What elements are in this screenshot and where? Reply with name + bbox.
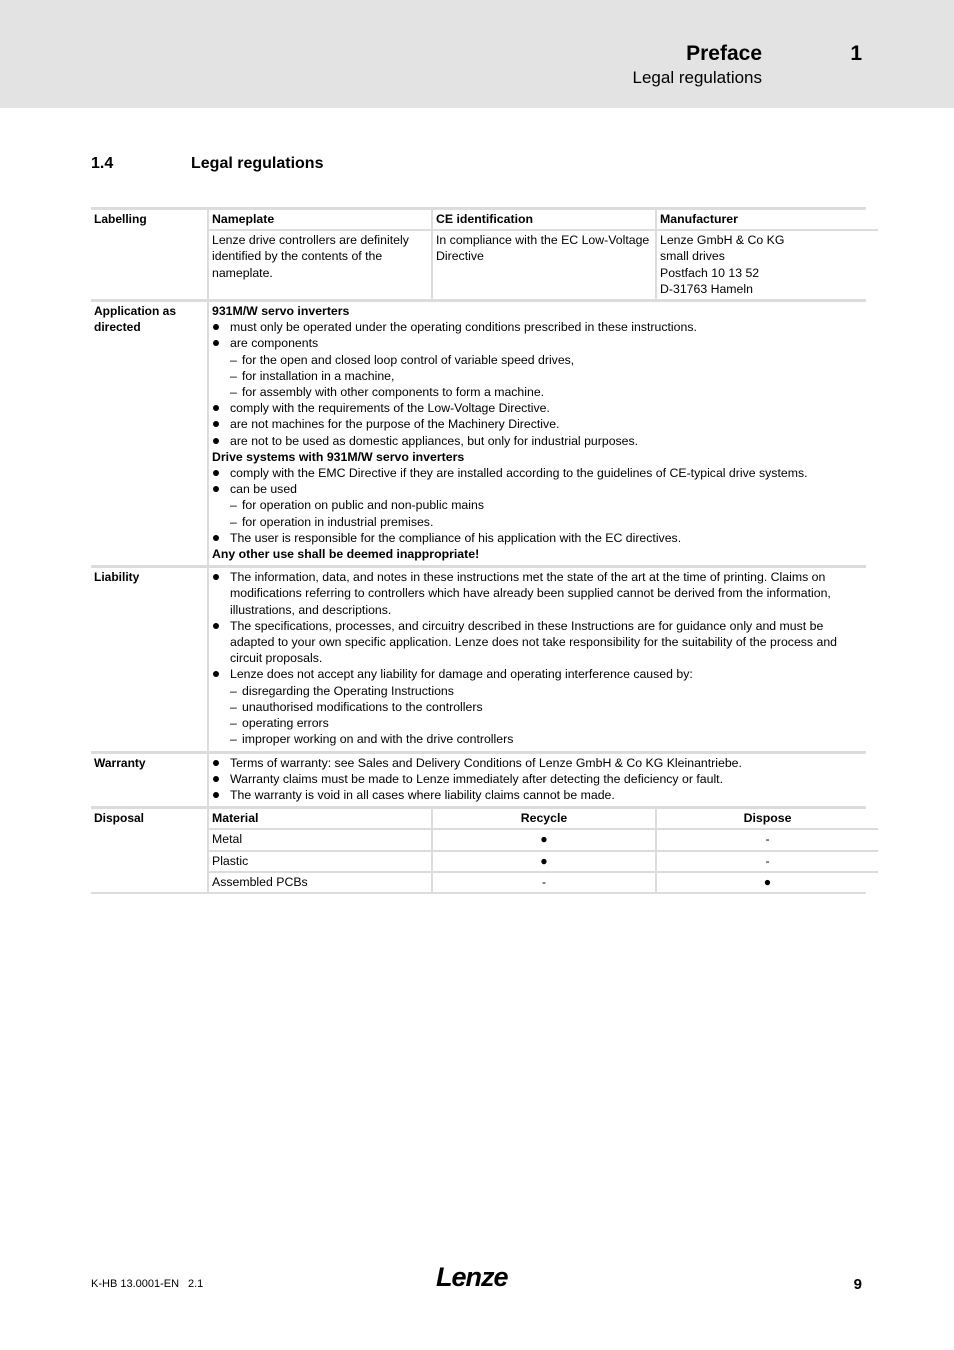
table-row: [209, 828, 878, 849]
lenze-logo: Lenze: [436, 1262, 508, 1292]
list-item: are not machines for the purpose of the Machinery Directive.: [212, 416, 863, 432]
list-item: Terms of warranty: see Sales and Delivery Conditions of Lenze GmbH & Co KG Kleinantriebe.: [212, 755, 863, 771]
list-item: – for the open and closed loop control of variable speed drives,: [212, 352, 863, 368]
material-cell: Plastic: [212, 853, 249, 868]
application-label: Application as directed: [94, 304, 177, 335]
labelling-row: [91, 207, 866, 299]
list-item: – disregarding the Operating Instructions: [212, 683, 863, 699]
dispose-cell: -: [655, 852, 878, 871]
list-item: – for installation in a machine,: [212, 368, 863, 384]
warranty-row: [91, 751, 866, 807]
list-item: Warranty claims must be made to Lenze immediately after detecting the deficiency or fault.: [212, 771, 863, 787]
dispose-header: Dispose: [655, 809, 878, 828]
recycle-cell: ●: [431, 830, 655, 849]
recycle-header: Recycle: [431, 809, 655, 828]
chapter-subtitle: Legal regulations: [632, 68, 762, 87]
closing-note: Any other use shall be deemed inappropriate!: [212, 547, 480, 562]
header-band: [0, 0, 954, 108]
material-cell: Assembled PCBs: [212, 874, 308, 889]
recycle-cell: ●: [431, 852, 655, 871]
nameplate-text: Lenze drive controllers are definitely identified by the contents of the nameplate.: [212, 233, 409, 280]
liability-body: [207, 568, 866, 750]
list-item: – improper working on and with the drive controllers: [212, 731, 863, 747]
chapter-title: Preface: [686, 42, 762, 65]
nameplate-header: Nameplate: [212, 212, 275, 226]
material-header: Material: [212, 811, 259, 826]
table-row: [209, 809, 878, 828]
warranty-label: Warranty: [94, 755, 146, 770]
list-item: – unauthorised modifications to the controllers: [212, 699, 863, 715]
manufacturer-header: Manufacturer: [655, 210, 878, 229]
disposal-row: [91, 806, 866, 894]
list-item: comply with the EMC Directive if they are installed according to the guidelines of CE-typical drive systems.: [212, 465, 863, 481]
section-number: 1.4: [91, 155, 114, 172]
liability-label: Liability: [94, 570, 140, 585]
dispose-cell: -: [655, 830, 878, 849]
application-body: 931M/W servo inverters must only be operated under the operating conditions prescribed in these instructions. are components – for the open and closed loop control of variable speed drives, – for installation in a machine, – for assembly with other components to form a machine. comply with the requirements of the Low-Voltage Directive. are not machines for the purpose of the Machinery Directive. are not to be used as domestic appliances, but only for industrial purposes. Drive systems with 931M/W servo inverters comply with the EMC Directive if they are installed according to the guidelines of CE-typical drive systems. can be used – for operation on public and non-public mains – for operation in industrial premises. The user is responsible for the compliance of his application with the EC directives. Any other use shall be deemed inappropriate!: [207, 302, 866, 565]
application-row: [91, 299, 866, 565]
list-item: – for assembly with other components to form a machine.: [212, 384, 863, 400]
table-row: [209, 871, 878, 892]
list-item: comply with the requirements of the Low-Voltage Directive.: [212, 400, 863, 416]
material-cell: Metal: [212, 832, 243, 847]
labelling-label: Labelling: [94, 212, 147, 226]
labelling-subtable: [209, 210, 878, 299]
table-row: [209, 850, 878, 871]
list-item: Lenze does not accept any liability for damage and operating interference caused by:: [212, 666, 863, 682]
ce-header: CE identification: [431, 210, 655, 229]
page-number: 9: [853, 1276, 862, 1293]
list-item: must only be operated under the operating conditions prescribed in these instructions.: [212, 319, 863, 335]
ce-text: In compliance with the EC Low-Voltage Directive: [431, 231, 655, 299]
warranty-body: [207, 754, 866, 807]
document-id: K-HB 13.0001-EN: [91, 1278, 180, 1290]
chapter-number: 1: [850, 42, 862, 65]
list-item: The specifications, processes, and circuitry described in these Instructions are for guidance only and must be adapted to your own specific application. Lenze does not take responsibility for the suitability of the process and circuit proposals.: [212, 618, 863, 667]
document-version: 2.1: [188, 1278, 204, 1290]
recycle-cell: -: [431, 873, 655, 892]
list-item: can be used: [212, 481, 863, 497]
list-item: – for operation on public and non-public mains: [212, 497, 863, 513]
list-item: are components: [212, 335, 863, 351]
list-item: The user is responsible for the compliance of his application with the EC directives.: [212, 530, 863, 546]
list-item: The warranty is void in all cases where liability claims cannot be made.: [212, 787, 863, 803]
list-item: are not to be used as domestic appliances, but only for industrial purposes.: [212, 433, 863, 449]
liability-row: [91, 565, 866, 750]
list-item: – operating errors: [212, 715, 863, 731]
section-title: Legal regulations: [191, 155, 324, 172]
dispose-cell: ●: [655, 873, 878, 892]
legal-table: [91, 207, 866, 894]
list-item: – for operation in industrial premises.: [212, 514, 863, 530]
disposal-subtable: [209, 809, 878, 892]
manufacturer-address: Lenze GmbH & Co KG small drives Postfach 10 13 52 D-31763 Hameln: [655, 231, 878, 299]
disposal-label: Disposal: [94, 811, 145, 826]
list-item: The information, data, and notes in these instructions met the state of the art at the time of printing. Claims on modifications referring to controllers which have already been supplied cannot be derived from the information, illustrations, and descriptions.: [212, 569, 863, 618]
